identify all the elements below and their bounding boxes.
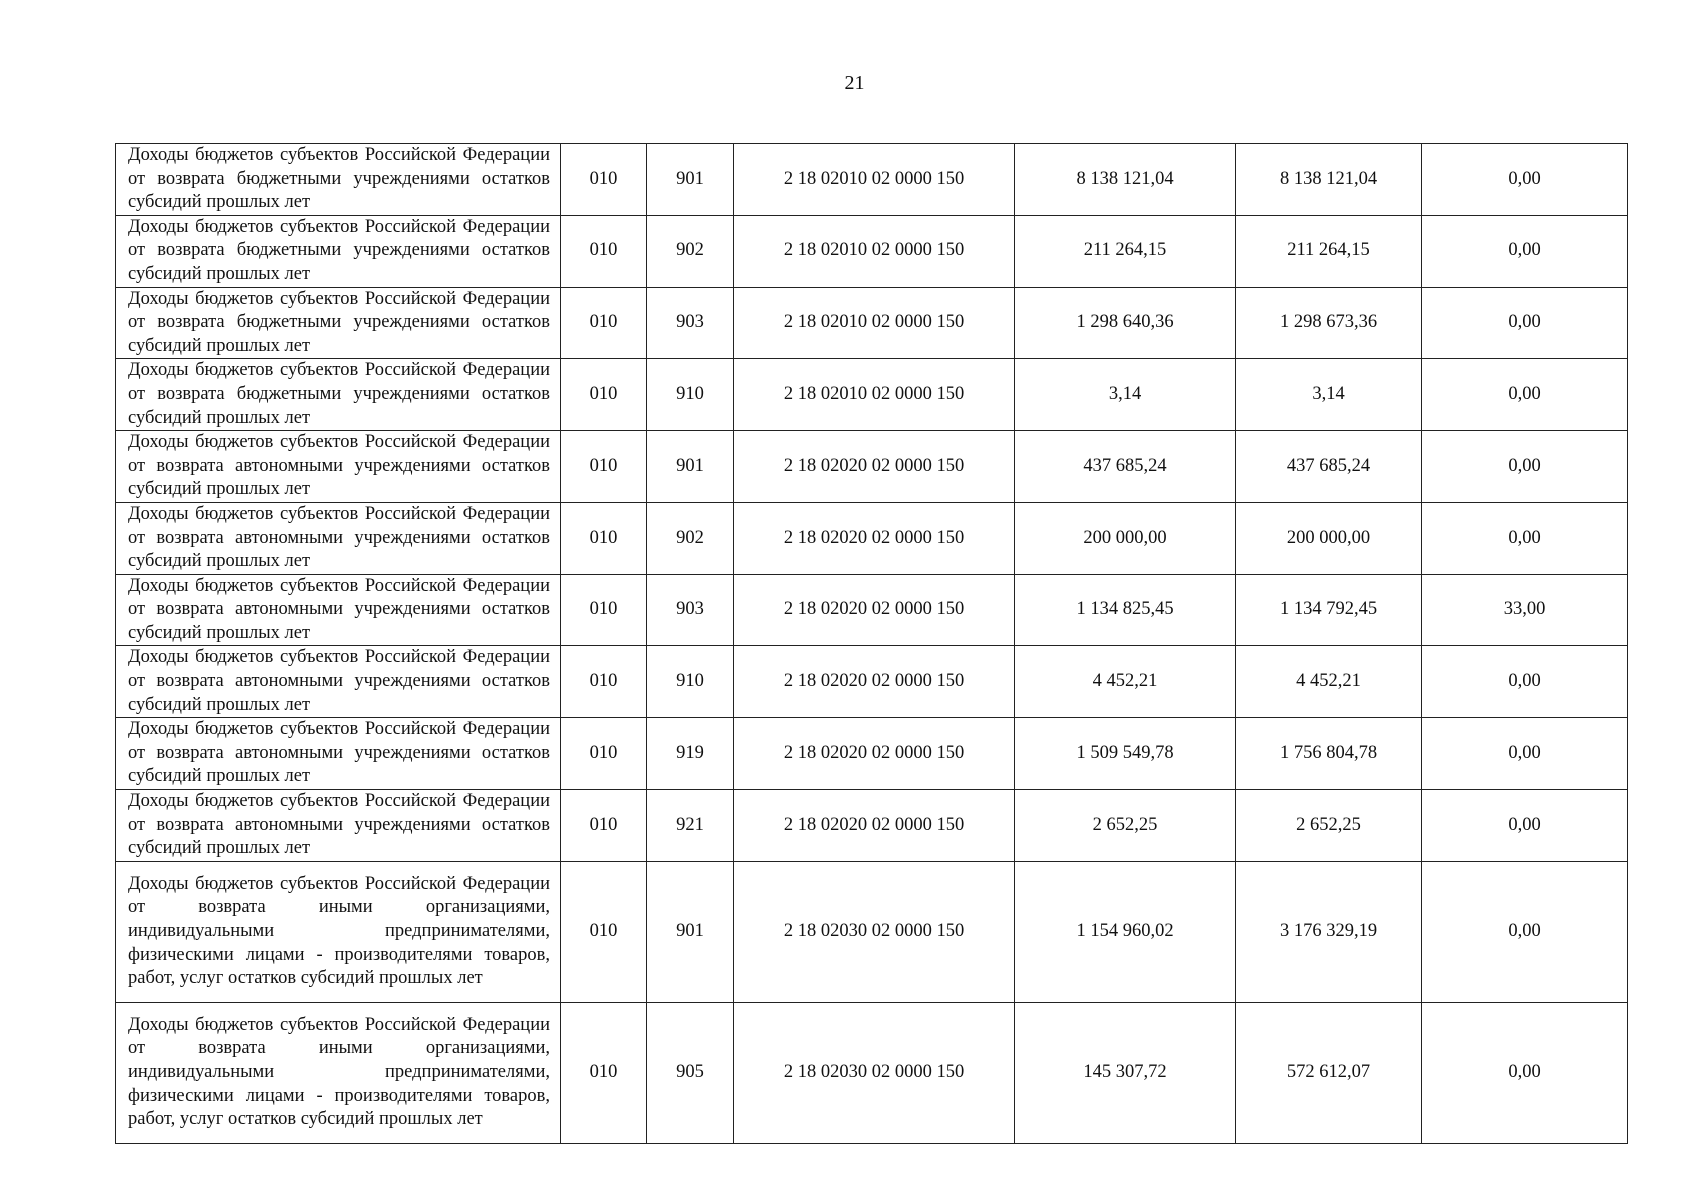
amount-1-cell: 4 452,21 [1015,646,1236,718]
amount-3-cell: 0,00 [1422,646,1628,718]
table-row [116,144,1628,216]
table-row [116,502,1628,574]
code-a-cell: 010 [561,502,647,574]
revenue-description: Доходы бюджетов субъектов Российской Федерации от возврата автономными учреждениями остатков субсидий прошлых лет [116,431,561,503]
kbk-cell: 2 18 02010 02 0000 150 [734,359,1015,431]
revenue-description: Доходы бюджетов субъектов Российской Федерации от возврата автономными учреждениями остатков субсидий прошлых лет [116,646,561,718]
kbk-cell: 2 18 02020 02 0000 150 [734,790,1015,862]
code-a-cell: 010 [561,790,647,862]
code-a-cell: 010 [561,144,647,216]
table-row [116,359,1628,431]
kbk-cell: 2 18 02020 02 0000 150 [734,431,1015,503]
revenue-description: Доходы бюджетов субъектов Российской Федерации от возврата иными организациями, индивидуальными предпринимателями, физическими лицами - производителями товаров, работ, услуг остатков субсидий прошлых лет [116,1002,561,1143]
amount-2-cell: 200 000,00 [1236,502,1422,574]
kbk-cell: 2 18 02020 02 0000 150 [734,502,1015,574]
code-b-cell: 910 [647,359,734,431]
amount-3-cell: 0,00 [1422,790,1628,862]
table-row [116,790,1628,862]
kbk-cell: 2 18 02010 02 0000 150 [734,287,1015,359]
revenue-description: Доходы бюджетов субъектов Российской Федерации от возврата бюджетными учреждениями остатков субсидий прошлых лет [116,144,561,216]
code-b-cell: 919 [647,718,734,790]
amount-3-cell: 0,00 [1422,1002,1628,1143]
table-row [116,574,1628,646]
amount-2-cell: 2 652,25 [1236,790,1422,862]
amount-2-cell: 437 685,24 [1236,431,1422,503]
amount-2-cell: 1 756 804,78 [1236,718,1422,790]
code-a-cell: 010 [561,646,647,718]
amount-2-cell: 211 264,15 [1236,215,1422,287]
amount-1-cell: 211 264,15 [1015,215,1236,287]
amount-2-cell: 1 298 673,36 [1236,287,1422,359]
amount-2-cell: 8 138 121,04 [1236,144,1422,216]
code-a-cell: 010 [561,718,647,790]
kbk-cell: 2 18 02020 02 0000 150 [734,646,1015,718]
amount-1-cell: 437 685,24 [1015,431,1236,503]
amount-2-cell: 3,14 [1236,359,1422,431]
amount-3-cell: 0,00 [1422,861,1628,1002]
amount-1-cell: 1 298 640,36 [1015,287,1236,359]
kbk-cell: 2 18 02010 02 0000 150 [734,144,1015,216]
revenue-description: Доходы бюджетов субъектов Российской Федерации от возврата иными организациями, индивидуальными предпринимателями, физическими лицами - производителями товаров, работ, услуг остатков субсидий прошлых лет [116,861,561,1002]
revenue-description: Доходы бюджетов субъектов Российской Федерации от возврата автономными учреждениями остатков субсидий прошлых лет [116,502,561,574]
revenue-description: Доходы бюджетов субъектов Российской Федерации от возврата бюджетными учреждениями остатков субсидий прошлых лет [116,287,561,359]
revenue-description: Доходы бюджетов субъектов Российской Федерации от возврата бюджетными учреждениями остатков субсидий прошлых лет [116,359,561,431]
amount-3-cell: 0,00 [1422,359,1628,431]
code-b-cell: 903 [647,574,734,646]
page-number: 21 [844,72,865,94]
code-b-cell: 901 [647,431,734,503]
table-row [116,718,1628,790]
amount-3-cell: 33,00 [1422,574,1628,646]
revenue-description: Доходы бюджетов субъектов Российской Федерации от возврата автономными учреждениями остатков субсидий прошлых лет [116,790,561,862]
kbk-cell: 2 18 02030 02 0000 150 [734,861,1015,1002]
amount-2-cell: 4 452,21 [1236,646,1422,718]
revenue-description: Доходы бюджетов субъектов Российской Федерации от возврата автономными учреждениями остатков субсидий прошлых лет [116,718,561,790]
revenue-description: Доходы бюджетов субъектов Российской Федерации от возврата автономными учреждениями остатков субсидий прошлых лет [116,574,561,646]
amount-2-cell: 1 134 792,45 [1236,574,1422,646]
table-row [116,215,1628,287]
amount-3-cell: 0,00 [1422,287,1628,359]
code-a-cell: 010 [561,1002,647,1143]
amount-1-cell: 3,14 [1015,359,1236,431]
code-a-cell: 010 [561,861,647,1002]
amount-3-cell: 0,00 [1422,718,1628,790]
amount-1-cell: 8 138 121,04 [1015,144,1236,216]
amount-2-cell: 572 612,07 [1236,1002,1422,1143]
amount-1-cell: 1 154 960,02 [1015,861,1236,1002]
code-a-cell: 010 [561,574,647,646]
code-b-cell: 902 [647,502,734,574]
code-b-cell: 901 [647,861,734,1002]
code-a-cell: 010 [561,431,647,503]
kbk-cell: 2 18 02010 02 0000 150 [734,215,1015,287]
table-row [116,431,1628,503]
amount-3-cell: 0,00 [1422,502,1628,574]
amount-1-cell: 2 652,25 [1015,790,1236,862]
amount-2-cell: 3 176 329,19 [1236,861,1422,1002]
code-b-cell: 903 [647,287,734,359]
kbk-cell: 2 18 02030 02 0000 150 [734,1002,1015,1143]
amount-3-cell: 0,00 [1422,215,1628,287]
amount-3-cell: 0,00 [1422,431,1628,503]
code-b-cell: 910 [647,646,734,718]
code-a-cell: 010 [561,359,647,431]
kbk-cell: 2 18 02020 02 0000 150 [734,574,1015,646]
code-b-cell: 901 [647,144,734,216]
table-row [116,287,1628,359]
amount-1-cell: 145 307,72 [1015,1002,1236,1143]
code-a-cell: 010 [561,287,647,359]
kbk-cell: 2 18 02020 02 0000 150 [734,718,1015,790]
amount-1-cell: 200 000,00 [1015,502,1236,574]
table-row [116,646,1628,718]
code-a-cell: 010 [561,215,647,287]
amount-1-cell: 1 134 825,45 [1015,574,1236,646]
table-row [116,1002,1628,1143]
revenue-description: Доходы бюджетов субъектов Российской Федерации от возврата бюджетными учреждениями остатков субсидий прошлых лет [116,215,561,287]
amount-1-cell: 1 509 549,78 [1015,718,1236,790]
code-b-cell: 902 [647,215,734,287]
revenue-table [115,143,1628,1144]
table-row [116,861,1628,1002]
amount-3-cell: 0,00 [1422,144,1628,216]
code-b-cell: 921 [647,790,734,862]
code-b-cell: 905 [647,1002,734,1143]
